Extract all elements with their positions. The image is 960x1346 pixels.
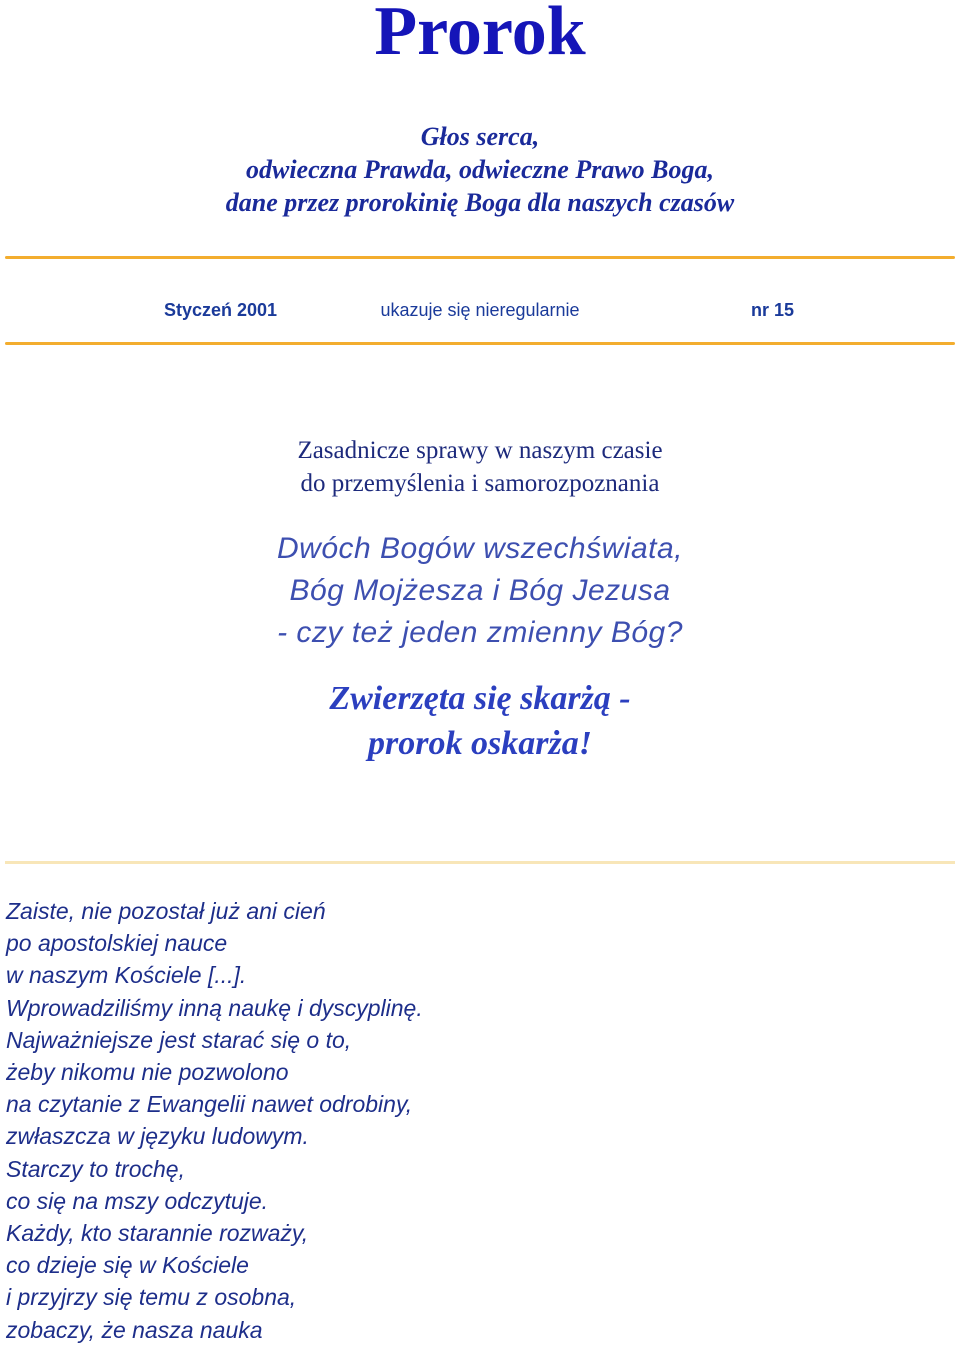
headline-line: prorok oskarża! bbox=[368, 725, 592, 762]
quote-line: w naszym Kościele [...]. bbox=[6, 962, 247, 989]
newsletter-title: Prorok bbox=[374, 0, 586, 70]
top-divider bbox=[5, 256, 955, 259]
quote-line: co dzieje się w Kościele bbox=[6, 1252, 249, 1279]
newsletter-subtitle bbox=[0, 120, 960, 219]
headline-line: Zwierzęta się skarżą - bbox=[329, 680, 631, 717]
quote-line: Starczy to trochę, bbox=[6, 1155, 185, 1182]
feature-line: Bóg Mojżesza i Bóg Jezusa bbox=[289, 574, 671, 607]
issue-date: Styczeń 2001 bbox=[164, 300, 278, 320]
feature-line: Dwóch Bogów wszechświata, bbox=[276, 532, 683, 565]
quote-line: żeby nikomu nie pozwolono bbox=[6, 1059, 289, 1086]
headline bbox=[0, 676, 960, 766]
topics-line: do przemyślenia i samorozpoznania bbox=[300, 470, 660, 497]
section-divider bbox=[5, 861, 955, 864]
quote-line: i przyjrzy się temu z osobna, bbox=[6, 1284, 297, 1311]
subtitle-line: odwieczna Prawda, odwieczne Prawo Boga, bbox=[245, 155, 714, 184]
subtitle-line: Głos serca, bbox=[420, 122, 540, 151]
quote-line: po apostolskiej nauce bbox=[6, 930, 228, 957]
issue-frequency: ukazuje się nieregularnie bbox=[380, 300, 580, 320]
quote-line: co się na mszy odczytuje. bbox=[6, 1187, 269, 1214]
subtitle-line: dane przez prorokinię Boga dla naszych czasów bbox=[225, 188, 735, 217]
bottom-divider bbox=[5, 342, 955, 345]
quote-line: zwłaszcza w języku ludowym. bbox=[6, 1123, 309, 1150]
quote-block bbox=[6, 895, 946, 1346]
quote-line: na czytanie z Ewangelii nawet odrobiny, bbox=[6, 1091, 413, 1118]
topics-line: Zasadnicze sprawy w naszym czasie bbox=[297, 437, 663, 464]
quote-line: Każdy, kto starannie rozważy, bbox=[6, 1220, 309, 1247]
topics-heading bbox=[0, 434, 960, 500]
feature-line: - czy też jeden zmienny Bóg? bbox=[277, 616, 683, 649]
quote-line: Wprowadziliśmy inną naukę i dyscyplinę. bbox=[6, 994, 423, 1021]
quote-line: zobaczy, że nasza nauka bbox=[6, 1316, 263, 1343]
quote-line: Zaiste, nie pozostał już ani cień bbox=[6, 898, 326, 924]
feature-heading bbox=[0, 528, 960, 654]
quote-line: Najważniejsze jest starać się o to, bbox=[6, 1026, 352, 1053]
issue-number: nr 15 bbox=[750, 300, 794, 320]
